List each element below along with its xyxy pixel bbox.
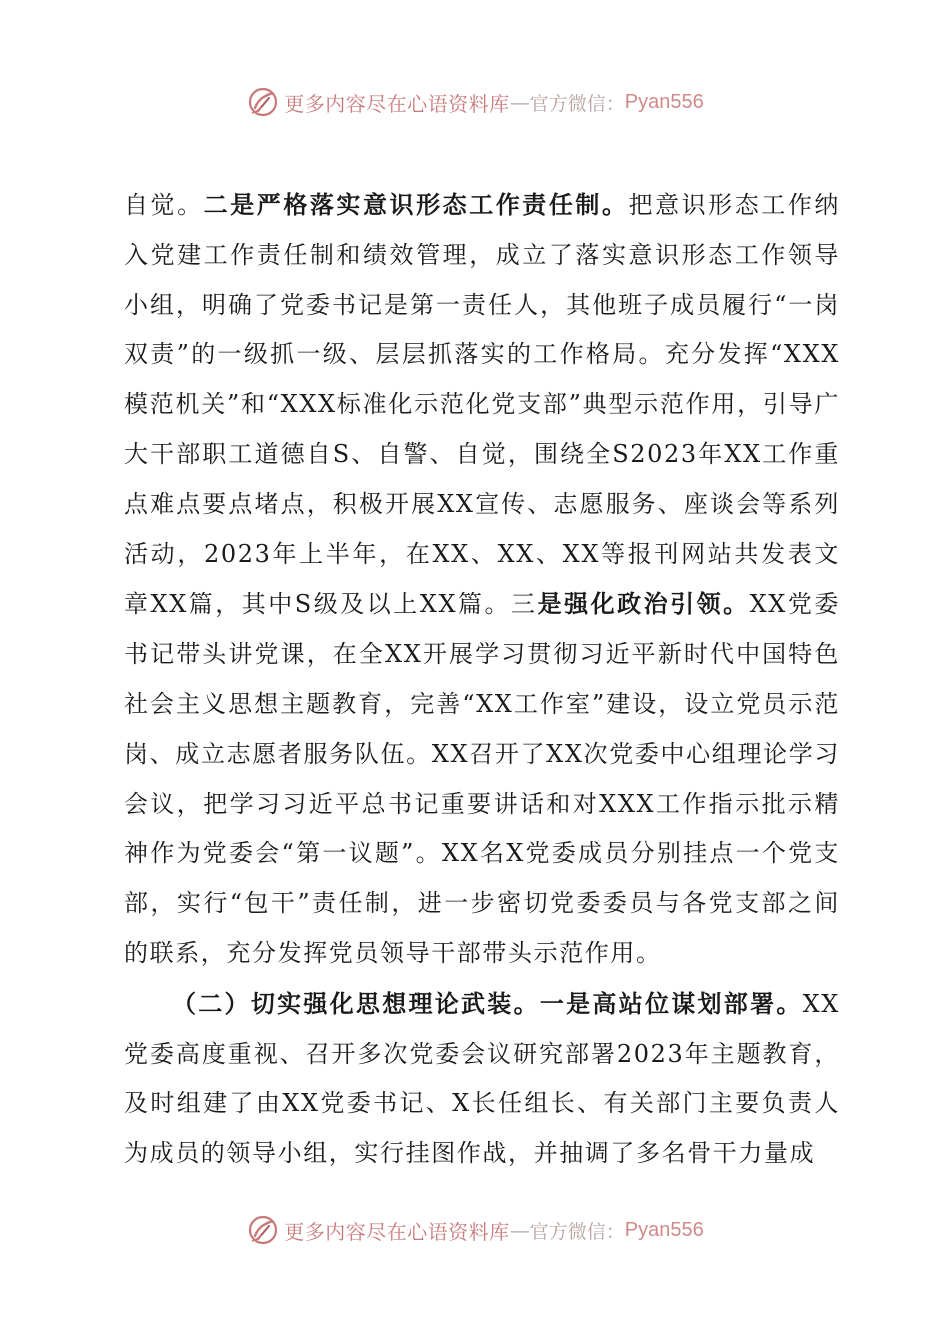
paragraph-1: [124, 180, 840, 979]
p2-section-heading: （二）切实强化思想理论武装。一是高站位谋划部署。: [172, 988, 803, 1018]
footer-wechat-id: Pyan556: [624, 1218, 704, 1241]
header-brand-text: 更多内容尽在心语资料库: [284, 91, 510, 116]
footer-brand-text: 更多内容尽在心语资料库: [284, 1219, 510, 1244]
header-wechat-label: 官方微信：: [529, 92, 625, 115]
footer-banner: [0, 1208, 950, 1252]
footer-separator: —: [509, 1218, 530, 1242]
p1-heading-3: 是强化政治引领。: [537, 589, 750, 619]
header-banner: [0, 80, 950, 124]
p1-heading-2: 二是严格落实意识形态工作责任制。: [203, 190, 629, 219]
header-wechat-id: Pyan556: [624, 90, 704, 113]
p2-text: XX党委高度重视、召开多次党委会议研究部署2023年主题教育，及时组建了由XX党委书记、X长任组长、有关部门主要负责人为成员的领导小组，实行挂图作战，并抽调了多名骨干力量成: [124, 989, 840, 1168]
header-separator: —: [509, 90, 530, 114]
p1-text-3: 把意识形态工作纳入党建工作责任制和绩效管理，成立了落实意识形态工作领导小组，明确了党委书记是第一责任人，其他班子成员履行“一岗双责”的一级抓一级、层层抓落实的工作格局。充分发挥“XXX模范机关”和“XXX标准化示范化党支部”典型示范作用，引导广大干部职工道德自S、自警、自觉，围绕全S2023年XX工作重点难点要点堵点，积极开展XX宣传、志愿服务、座谈会等系列活动，2023年上半年，在XX、XX、XX等报刊网站共发表文章XX篇，其中S级及以上XX篇。三: [124, 191, 840, 619]
paragraph-2: [124, 979, 840, 1179]
footer-wechat-label: 官方微信：: [529, 1220, 625, 1243]
pen-swirl-icon: [246, 85, 280, 119]
p1-text-5: XX党委书记带头讲党课，在全XX开展学习贯彻习近平新时代中国特色社会主义思想主题教育，完善“XX工作室”建设，设立党员示范岗、成立志愿者服务队伍。XX召开了XX次党委中心组理论学习会议，把学习习近平总书记重要讲话和对XXX工作指示批示精神作为党委会“第一议题”。XX名X党委成员分别挂点一个党支部，实行“包干”责任制，进一步密切党委委员与各党支部之间的联系，充分发挥党员领导干部带头示范作用。: [124, 590, 840, 967]
pen-swirl-icon: [246, 1213, 280, 1247]
p1-text-1: 自觉。: [124, 191, 204, 219]
document-body: [124, 180, 840, 1179]
